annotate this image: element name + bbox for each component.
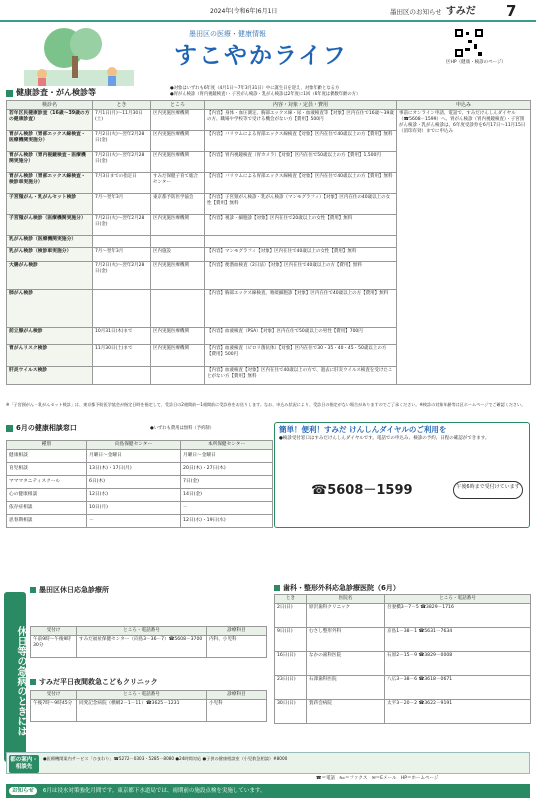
exam-where: 区内実施医療機関 [151, 262, 205, 290]
exam-when: 10月31日(木)まで [93, 328, 151, 345]
column-header: ところ・電話番号 [77, 691, 207, 700]
exam-content: 【内容】血液検査（PSA）【対象】区内在住で50歳以上の男性【費用】700円 [205, 328, 397, 345]
checkup-table [6, 100, 531, 385]
consult-note: ●いずれも費用は無料（予約制） [150, 426, 214, 431]
table-row [7, 475, 273, 488]
dental-clinic: なかの歯科医院 [307, 651, 385, 675]
exam-name: 胃がん検診（胃内視鏡検査・医療機関実施分） [7, 152, 93, 173]
column-header: 受付け [31, 627, 77, 636]
tree-illustration-icon [24, 26, 134, 86]
exam-name: 胃がん検診（胃部エックス線検査・検診車実施分） [7, 173, 93, 194]
banner-title: すこやかライフ [174, 43, 348, 69]
promo-title: 簡単！便利！すみだ けんしんダイヤルのご利用を [279, 425, 447, 434]
emergency-table [30, 626, 267, 658]
holiday-emergency-label: 休日等の急病のときには [4, 592, 26, 762]
exam-content: 【内容】身体・血圧測定、胸部エックス線・尿・血液検査等【対象】区内在住で16歳～39歳の方、職場や学校等で受ける機会がない方【費用】500円 [205, 110, 397, 131]
exam-when [93, 367, 151, 385]
exam-where: 区内実施医療機関 [151, 152, 205, 173]
exam-name: 肺がん検診 [7, 290, 93, 328]
exam-where: 区内施設 [151, 248, 205, 262]
brand-prefix: 墨田区のお知らせ [390, 8, 442, 16]
exam-when: 7月～翌年3月 [93, 194, 151, 215]
section-square-icon [6, 90, 13, 97]
exam-where: 区内実施医療機関 [151, 215, 205, 236]
table-header-row [7, 441, 273, 450]
table-row [7, 462, 273, 475]
section-health-checkups-heading [6, 88, 96, 98]
dental-clinic: 賀蒋会病院 [307, 699, 385, 723]
table-header-row [31, 691, 267, 700]
checkup-footnotes: ※「子宮頸がん・乳がんセット検診」は、東京都予防医学協会が指定日時を指定して、受診日の2週間前～1週間前に受診券をお送りします。なお、申込み状況により、受診日の指定がない場合がありますのでご了承ください。※検診の対象年齢等は区ホームページでご確認ください。 [6, 402, 526, 407]
banner [14, 24, 526, 88]
column-header: ところ・電話番号 [385, 595, 531, 604]
guide-text: ●医療機関案内サービス「ひまわり」☎5272－0303・5285－8080 ●24時間対応 ●子供の健康相談室（小児救急相談）#8000 [43, 756, 288, 761]
exam-when [93, 290, 151, 328]
consult-type: 思春期相談 [7, 514, 87, 527]
page-number: 7 [506, 2, 517, 20]
dental-address: 京島1－38－1 ☎5631－7634 [385, 627, 531, 651]
table-row [31, 699, 267, 721]
consult-honjo: 20日(木)・27日(木) [181, 462, 273, 475]
exam-where [151, 236, 205, 248]
exam-name: 胃がん検診（胃部エックス線検査・医療機関実施分） [7, 131, 93, 152]
exam-where: 区内実施医療機関 [151, 328, 205, 345]
section-note-2: ●胃がん検診（胃内視鏡検査）・子宮がん検診・乳がん検診は2年度に1回（6年度は偶数年齢の方） [170, 92, 361, 97]
emergency-clinic-heading [30, 586, 109, 595]
section-note-1: ●対象はいずれも6年度（4月1日～7年3月31日）中に誕生日を迎え、対象年齢となる方 [170, 86, 340, 91]
table-header-row [7, 101, 531, 110]
exam-when: 7月2日(火)～翌年2月28日(金) [93, 262, 151, 290]
table-row [7, 514, 273, 527]
table-row [275, 651, 531, 675]
consult-mukojima: 10日(月) [87, 501, 181, 514]
exam-content: 【内容】バリウムによる胃部エックス線検査【対象】区内在住で40歳以上の方【費用】無料 [205, 131, 397, 152]
table-row [7, 501, 273, 514]
consult-honjo: 7日(金) [181, 475, 273, 488]
dental-clinic: 石澤歯科医院 [307, 675, 385, 699]
tokyo-guide-strip [6, 752, 530, 774]
clinic-location: すみだ福祉保健センター（向島3－36－7）☎5608－3700 [77, 635, 207, 657]
dental-date: 30日(日) [275, 699, 307, 723]
promo-body: ●検診受付窓口はすみだけんしんダイヤルです。電話での申込み、検診の予約、日程の確認ができます。 [279, 436, 490, 442]
section-square-icon [30, 587, 36, 593]
child-clinic-table [30, 690, 267, 722]
exam-where: すみだ保健子育て総合センター [151, 173, 205, 194]
exam-where [151, 367, 205, 385]
clinic-location: 同愛記念病院（横網2－1－11）☎3625－1231 [77, 699, 207, 721]
table-row [275, 627, 531, 651]
exam-when: 7月2日(火)～翌年2月28日(金) [93, 131, 151, 152]
column-header: 内容・対象・定員・費用 [205, 101, 397, 110]
brand-name: すみだ [445, 6, 476, 17]
column-header: 検診名 [7, 101, 93, 110]
exam-when: 7月3日までの指定日 [93, 173, 151, 194]
consult-type: 依存症相談 [7, 501, 87, 514]
column-header: ところ・電話番号 [77, 627, 207, 636]
qr-code-icon[interactable] [454, 28, 484, 58]
column-header: とき [93, 101, 151, 110]
exam-content: 【内容】血液検査【対象】区内在住で40歳以上の方で、過去に肝炎ウイルス検査を受けたことがない方【費用】無料 [205, 367, 397, 385]
exam-where: 区内実施医療機関 [151, 345, 205, 367]
exam-where: 区内実施医療機関 [151, 131, 205, 152]
exam-when: 7月2日(火)～翌年2月28日(金) [93, 215, 151, 236]
exam-name: 胃がんリスク検診 [7, 345, 93, 367]
exam-name: 肝炎ウイルス検診 [7, 367, 93, 385]
promo-phone[interactable]: ☎5608－1599 [311, 483, 413, 498]
guide-label: 都の案内・相談先 [9, 755, 39, 773]
exam-content: 【内容】胃内視鏡検査（胃カメラ）【対象】区内在住で50歳以上の方【費用】1,500円 [205, 152, 397, 173]
exam-where [151, 290, 205, 328]
table-row [275, 699, 531, 723]
exam-content: 【内容】マンモグラフィ【対象】区内在住で40歳以上の女性【費用】無料 [205, 248, 397, 262]
consult-type: 育児相談 [7, 462, 87, 475]
dental-heading [274, 584, 400, 593]
child-clinic-title: すみだ平日夜間救急こどもクリニック [39, 678, 158, 686]
section-square-icon [30, 679, 36, 685]
exam-name: 若年区民健康診査（16歳～39歳の方の健康診査） [7, 110, 93, 131]
exam-when: 7月1日(月)～11月30日(土) [93, 110, 151, 131]
dental-address: 石原2－15－9 ☎3829－0008 [385, 651, 531, 675]
exam-where: 東京都予防医学協会 [151, 194, 205, 215]
exam-name: 大腸がん検診 [7, 262, 93, 290]
column-header: ところ [151, 101, 205, 110]
consult-mukojima: 6日(木) [87, 475, 181, 488]
table-row [31, 635, 267, 657]
emergency-title: 墨田区休日応急診療所 [39, 586, 109, 594]
dental-address: 吾妻橋3－7－5 ☎3829－1716 [385, 603, 531, 627]
consult-title: 6月の健康相談窓口 [16, 424, 77, 432]
qr-label: 区HP（健康・検診のページ） [446, 60, 507, 65]
dental-clinic: むさし整形外科 [307, 627, 385, 651]
exam-where: 区内実施医療機関 [151, 110, 205, 131]
clinic-department: 小児科 [207, 699, 267, 721]
table-row [7, 488, 273, 501]
column-header: 本所保健センター [181, 441, 273, 450]
header-rule [0, 20, 536, 22]
consult-mukojima: － [87, 514, 181, 527]
dental-date: 16日(日) [275, 651, 307, 675]
exam-content: 【内容】胸部エックス線検査、喀痰細胞診【対象】区内在住で40歳以上の方【費用】無料 [205, 290, 397, 328]
exam-content: 【内容】便潜血検査（2日法）【対象】区内在住で40歳以上の方【費用】無料 [205, 262, 397, 290]
table-header-row [275, 595, 531, 604]
exam-content: 【内容】血液検査（ピロリ菌抗体）【対象】区内在住で30・35・40・45・50歳以上の方【費用】500円 [205, 345, 397, 367]
consult-heading [6, 424, 77, 433]
table-row [275, 675, 531, 699]
issue-date: 2024年(令和6年)6月1日 [210, 8, 278, 15]
exam-content: 【内容】視診・細胞診【対象】区内在住で20歳以上の女性【費用】無料 [205, 215, 397, 236]
consult-type: マママタニティスクール [7, 475, 87, 488]
dental-table [274, 594, 531, 724]
dental-title: 歯科・整形外科応急診療医院（6月） [283, 584, 400, 592]
exam-name: 乳がん検診（医療機関実施分） [7, 236, 93, 248]
column-header: 受付け [31, 691, 77, 700]
clinic-department: 内科、小児科 [207, 635, 267, 657]
notice-bar [6, 784, 530, 798]
top-header [0, 0, 536, 22]
column-header: 種別 [7, 441, 87, 450]
column-header: 申込み [397, 101, 531, 110]
exam-name: 乳がん検診（検診車実施分） [7, 248, 93, 262]
exam-name: 前立腺がん検診 [7, 328, 93, 345]
exam-when: 7月2日(火)～翌年2月28日(金) [93, 152, 151, 173]
promo-hours-badge: 午後6時まで受付けています [453, 481, 523, 499]
column-header: 向島保健センター [87, 441, 181, 450]
exam-when [93, 236, 151, 248]
consult-type: 健康相談 [7, 449, 87, 462]
notice-label: お知らせ [9, 787, 37, 796]
table-row [7, 110, 531, 131]
dental-date: 23日(日) [275, 675, 307, 699]
publication-brand [390, 6, 476, 19]
consult-honjo: 14日(金) [181, 488, 273, 501]
reception-time: 午後7時～9時45分 [31, 699, 77, 721]
section-square-icon [274, 585, 280, 591]
consult-mukojima: 13日(木)・17日(月) [87, 462, 181, 475]
reception-time: 午前9時～午後9時30分 [31, 635, 77, 657]
dental-date: 9日(日) [275, 627, 307, 651]
dental-clinic: 原沢歯科クリニック [307, 603, 385, 627]
consult-table [6, 440, 273, 528]
kenshin-dial-promo [274, 422, 530, 528]
section-square-icon [6, 425, 13, 432]
section-title: 健康診査・がん検診等 [16, 88, 96, 97]
table-row [7, 449, 273, 462]
consult-mukojima: 12日(水) [87, 488, 181, 501]
table-row [275, 603, 531, 627]
column-header: 医院名 [307, 595, 385, 604]
column-header: とき [275, 595, 307, 604]
dental-address: 八広3－38－6 ☎3618－0671 [385, 675, 531, 699]
exam-content: 【内容】子宮頸がん検診・乳がん検診（マンモグラフィ）【対象】区内在住の40歳以上の女性【費用】無料 [205, 194, 397, 215]
consult-honjo: 月曜日～金曜日 [181, 449, 273, 462]
application-info: 事前にオンライン申請、電話で、すみだけんしんダイヤル（☎5608－1599）へ。胃がん検診（胃内視鏡検査）・子宮頸がん検診・乳がん検診は、6年度受診券を6月17日～11月15日（消印有効）までに申込み [397, 110, 531, 385]
exam-when: 11月30日(土)まで [93, 345, 151, 367]
exam-content: 【内容】バリウムによる胃部エックス線検査【対象】区内在住で40歳以上の方【費用】無料 [205, 173, 397, 194]
exam-name: 子宮頸がん検診（医療機関実施分） [7, 215, 93, 236]
consult-honjo: 12日(水)・19日(水) [181, 514, 273, 527]
exam-content [205, 236, 397, 248]
banner-subtitle: 墨田区の医療・健康情報 [189, 30, 266, 38]
exam-name: 子宮頸がん・乳がんセット検診 [7, 194, 93, 215]
consult-type: 心の健康相談 [7, 488, 87, 501]
exam-when: 7月～翌年3月 [93, 248, 151, 262]
table-header-row [31, 627, 267, 636]
column-header: 診療科目 [207, 627, 267, 636]
consult-honjo: － [181, 501, 273, 514]
notice-text: 6月は浸水対策強化月間です。東京都下水道局では、雨期前の施設点検を実施しています。 [42, 787, 266, 794]
dental-date: 2日(日) [275, 603, 307, 627]
child-clinic-heading [30, 678, 158, 687]
consult-mukojima: 月曜日～金曜日 [87, 449, 181, 462]
column-header: 診療科目 [207, 691, 267, 700]
symbol-legend: ☎＝電話 ℻＝ファクス ✉＝Eメール HP＝ホームページ [316, 776, 439, 781]
dental-address: 太平3－20－2 ☎3622－9191 [385, 699, 531, 723]
